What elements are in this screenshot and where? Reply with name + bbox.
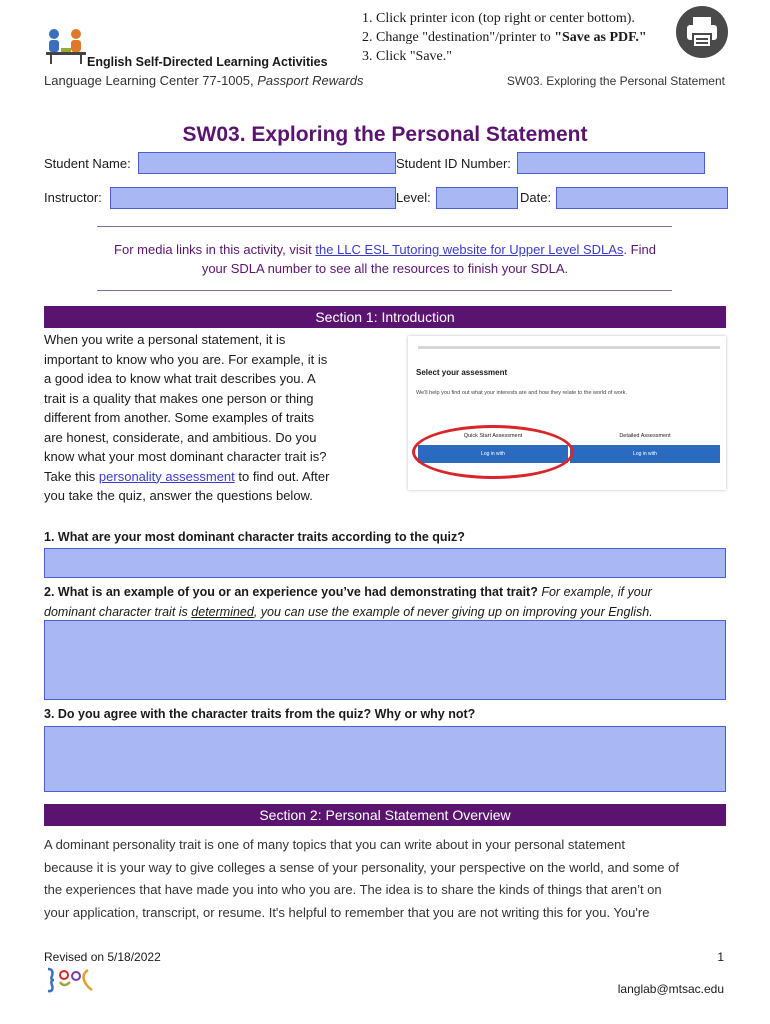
student-name-label: Student Name: (44, 156, 131, 171)
printer-icon[interactable] (676, 6, 728, 58)
section-1-paragraph: When you write a personal statement, it is important to know who you are. For example, it is a good idea to know what trait describes you. A trait is a quality that makes one person or thing different from another. Some examples of traits are honest, considerate, and ambitious. Do you know what your most dominant character trait is? Take this personality assessment to find out. After you take the quiz, answer the questions below. (44, 332, 330, 503)
student-id-field[interactable] (517, 152, 705, 174)
divider-top (97, 226, 672, 227)
screenshot-sub: We'll help you find out what your interests are and how they relate to the world of work. (416, 390, 627, 396)
page-title: SW03. Exploring the Personal Statement (182, 123, 588, 146)
instruction-1: 1. Click printer icon (top right or center bottom). (362, 11, 635, 26)
print-instructions (362, 9, 647, 66)
instruction-3: 3. Click "Save." (362, 49, 452, 64)
level-field[interactable] (436, 187, 518, 209)
quick-start-button: Log in with (418, 445, 568, 463)
answer-3-field[interactable] (44, 726, 726, 792)
personality-assessment-link[interactable]: personality assessment (98, 468, 235, 484)
instruction-2: 2. Change "destination"/printer to "Save as PDF." (362, 30, 647, 45)
media-note: For media links in this activity, visit the LLC ESL Tutoring website for Upper Level SDLAs. Find your SDLA number to see all the resources to finish your SDLA. (114, 242, 656, 276)
answer-1-field[interactable] (44, 548, 726, 578)
instructor-label: Instructor: (44, 190, 102, 205)
footer-logo (44, 966, 100, 994)
screenshot-heading: Select your assessment (416, 368, 508, 377)
center-line: Language Learning Center 77-1005, Passport Rewards (44, 73, 364, 88)
section-2-paragraph: A dominant personality trait is one of many topics that you can write about in your personal statement because it is your way to give colleges a sense of your personality, your perspective on the world, and some of the experiences that have made you into who you are. The idea is to share the kinds of things that aren’t on your application, transcript, or resume. It's helpful to remember that you are not writing this for you. You're (44, 837, 679, 920)
instructor-field[interactable] (110, 187, 396, 209)
divider-bottom (97, 290, 672, 291)
contact-email: langlab@mtsac.edu (617, 982, 724, 996)
section-2-heading: Section 2: Personal Statement Overview (44, 804, 726, 826)
quick-start-label: Quick Start Assessment (463, 433, 523, 439)
student-name-field[interactable] (138, 152, 396, 174)
question-1: 1. What are your most dominant character traits according to the quiz? (44, 530, 465, 544)
red-circle-highlight (412, 425, 574, 479)
date-field[interactable] (556, 187, 728, 209)
detailed-button: Log in with (570, 445, 720, 463)
assessment-screenshot (408, 336, 726, 490)
activity-title: English Self-Directed Learning Activities (87, 55, 328, 69)
revised-date: Revised on 5/18/2022 (44, 950, 161, 964)
question-3: 3. Do you agree with the character traits from the quiz? Why or why not? (44, 707, 476, 721)
date-label: Date: (520, 190, 552, 205)
section-1-heading: Section 1: Introduction (44, 306, 726, 328)
answer-2-field[interactable] (44, 620, 726, 700)
page-number: 1 (717, 950, 724, 964)
doc-code: SW03. Exploring the Personal Statement (506, 74, 725, 88)
sdla-website-link[interactable]: the LLC ESL Tutoring website for Upper Level SDLAs (315, 242, 624, 257)
student-id-label: Student ID Number: (396, 156, 511, 171)
level-label: Level: (396, 190, 431, 205)
question-2: 2. What is an example of you or an experience you’ve had demonstrating that trait? For example, if your dominant character trait is determined, you can use the example of never giving up on improving your English. (44, 585, 653, 619)
llc-logo (44, 26, 88, 66)
detailed-label: Detailed Assessment (619, 433, 671, 439)
